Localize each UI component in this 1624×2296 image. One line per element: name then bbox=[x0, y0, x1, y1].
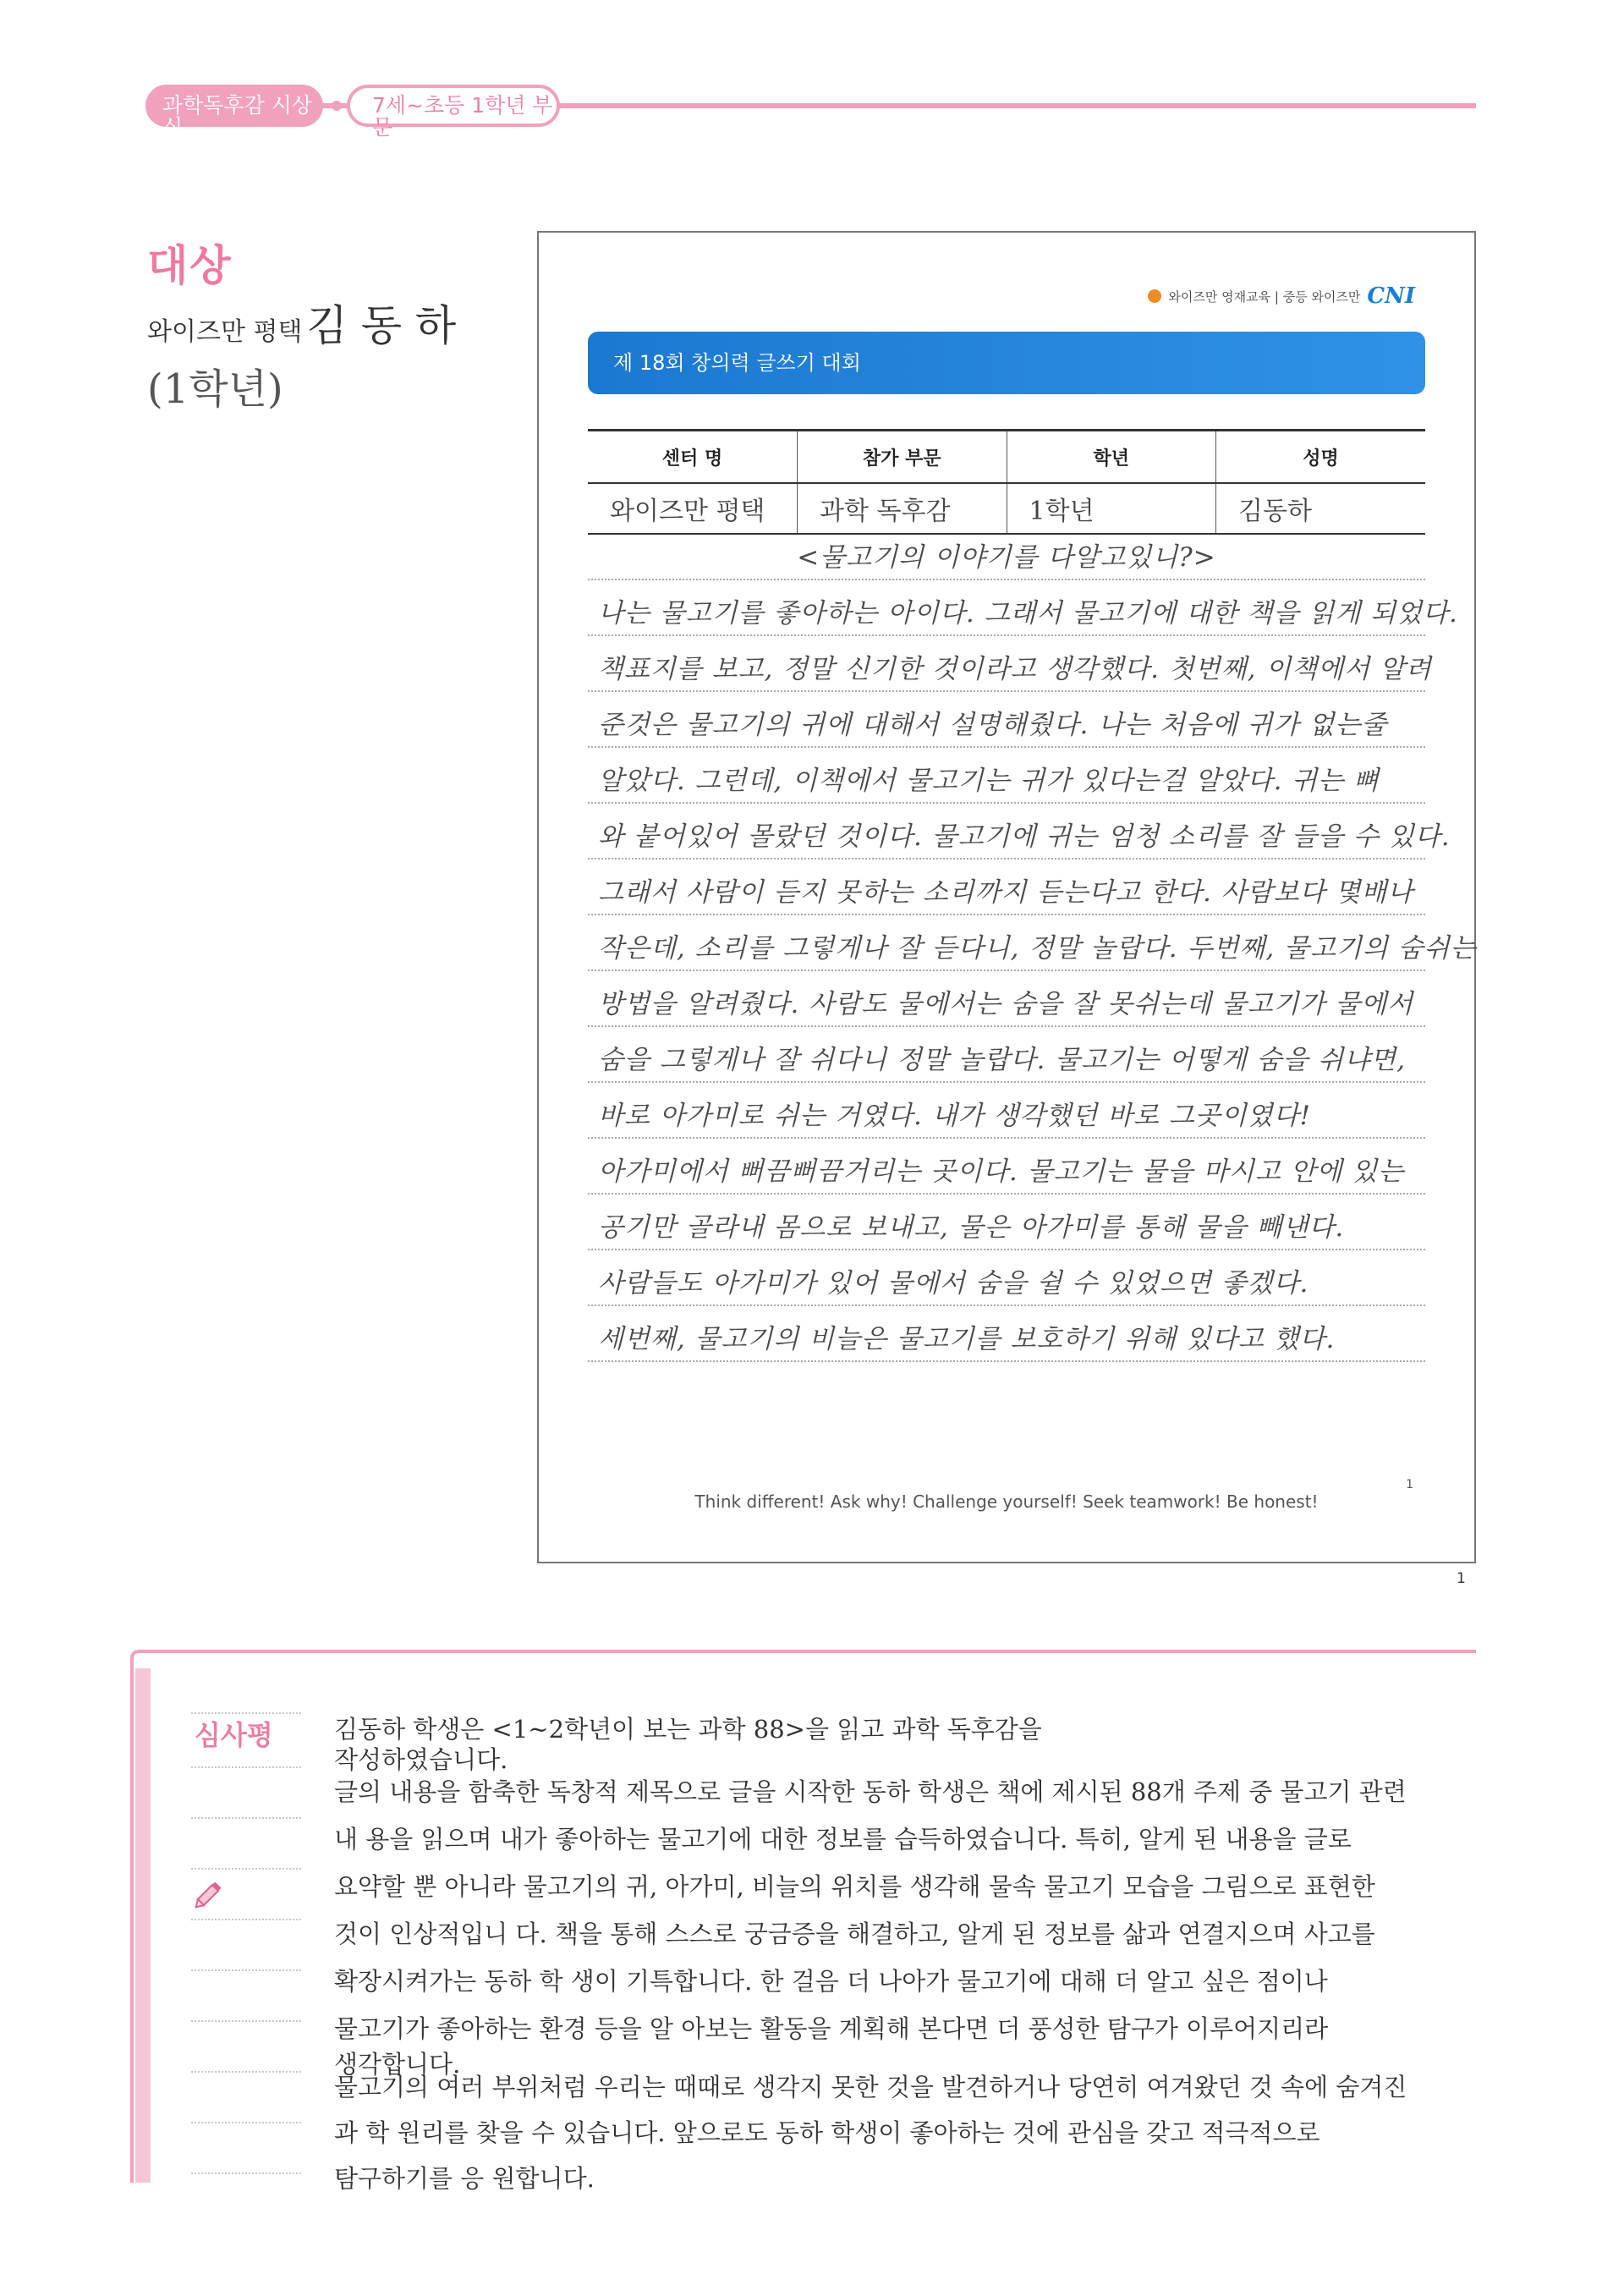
review-rule bbox=[191, 2172, 301, 2174]
review-body bbox=[334, 1768, 1476, 2052]
winner-center: 와이즈만 평택 bbox=[147, 317, 303, 347]
sheet-page-number: 1 bbox=[1406, 1478, 1413, 1491]
essay-line: 준것은 물고기의 귀에 대해서 설명해줬다. 나는 처음에 귀가 없는줄 bbox=[588, 692, 1425, 748]
division-tag: 7세~초등 1학년 부문 bbox=[347, 85, 560, 127]
review-rule bbox=[191, 1919, 301, 1920]
header-name: 성명 bbox=[1216, 431, 1426, 484]
essay-line: 방법을 알려줬다. 사람도 물에서는 숨을 잘 못쉬는데 물고기가 물에서 bbox=[588, 971, 1425, 1027]
review-rule bbox=[191, 2122, 301, 2123]
review-rule bbox=[191, 2071, 301, 2073]
category-tag: 과학독후감 시상식 bbox=[145, 85, 323, 127]
essay-line: 책표지를 보고, 정말 신기한 것이라고 생각했다. 첫번째, 이책에서 알려 bbox=[588, 636, 1425, 692]
review-side-strip bbox=[135, 1668, 151, 2183]
entry-table-header bbox=[588, 431, 1425, 484]
review-line: 확장시켜가는 동하 학 생이 기특합니다. 한 걸음 더 나아가 물고기에 대해 더 알고 싶은 점이나 bbox=[334, 1967, 1328, 1996]
header-grade: 학년 bbox=[1007, 431, 1216, 484]
cell-center: 와이즈만 평택 bbox=[588, 483, 798, 534]
review-closing bbox=[334, 2064, 1476, 2201]
entry-table bbox=[588, 429, 1425, 535]
cell-division: 과학 독후감 bbox=[798, 483, 1007, 534]
page-number: 1 bbox=[1457, 1570, 1466, 1587]
wiseman-logo-icon bbox=[1148, 289, 1161, 303]
review-rule bbox=[191, 1868, 301, 1870]
header-center: 센터 명 bbox=[588, 431, 798, 484]
review-line: 내 용을 읽으며 내가 좋아하는 물고기에 대한 정보를 습득하였습니다. 특히, 알게 된 내용을 글로 bbox=[334, 1825, 1352, 1854]
essay-line: 숨을 그렇게나 잘 쉬다니 정말 놀랍다. 물고기는 어떻게 숨을 쉬냐면, bbox=[588, 1027, 1425, 1083]
award-title: 대상 bbox=[147, 241, 233, 290]
review-line: 것이 인상적입니 다. 책을 통해 스스로 궁금증을 해결하고, 알게 된 정보를 삶과 연결지으며 사고를 bbox=[334, 1920, 1375, 1948]
essay-line: 그래서 사람이 듣지 못하는 소리까지 듣는다고 한다. 사람보다 몇배나 bbox=[588, 860, 1425, 915]
essay-line: 와 붙어있어 몰랐던 것이다. 물고기에 귀는 엄청 소리를 잘 들을 수 있다. bbox=[588, 804, 1425, 860]
winner-grade: (1학년) bbox=[147, 365, 283, 413]
review-line: 작성하였습니다. bbox=[334, 1745, 508, 1774]
contest-banner: 제 18회 창의력 글쓰기 대회 bbox=[588, 332, 1425, 394]
review-rule bbox=[191, 1712, 301, 1714]
essay-title: <물고기의 이야기를 다알고있니?> bbox=[588, 533, 1425, 580]
essay-line: 세번째, 물고기의 비늘은 물고기를 보호하기 위해 있다고 했다. bbox=[588, 1306, 1425, 1362]
winner-name: 김 동 하 bbox=[306, 301, 457, 350]
essay-line: 아가미에서 뻐끔뻐끔거리는 곳이다. 물고기는 물을 마시고 안에 있는 bbox=[588, 1139, 1425, 1195]
essay-line: 공기만 골라내 몸으로 보내고, 물은 아가미를 통해 물을 빼낸다. bbox=[588, 1195, 1425, 1250]
review-line: 김동하 학생은 <1~2학년이 보는 과학 88>을 읽고 과학 독후감을 bbox=[334, 1715, 1042, 1744]
handwritten-essay bbox=[588, 533, 1477, 1362]
review-line: 글의 내용을 함축한 독창적 제목으로 글을 시작한 동하 학생은 책에 제시된 88개 주제 중 물고기 관련 bbox=[334, 1777, 1407, 1806]
review-line: 생각합니다. bbox=[334, 2050, 461, 2079]
review-label: 심사평 bbox=[195, 1719, 273, 1751]
review-line: 물고기의 여러 부위처럼 우리는 때때로 생각지 못한 것을 발견하거나 당연히 여겨왔던 것 속에 숨겨진 bbox=[334, 2073, 1407, 2101]
essay-line: 사람들도 아가미가 있어 물에서 숨을 쉴 수 있었으면 좋겠다. bbox=[588, 1250, 1425, 1306]
cell-grade: 1학년 bbox=[1007, 483, 1216, 534]
header-division: 참가 부문 bbox=[798, 431, 1007, 484]
winner-info bbox=[147, 292, 456, 415]
review-line: 요약할 뿐 아니라 물고기의 귀, 아가미, 비늘의 위치를 생각해 물속 물고기 모습을 그림으로 표현한 bbox=[334, 1872, 1375, 1901]
review-rule bbox=[191, 1969, 301, 1971]
essay-line: 알았다. 그런데, 이책에서 물고기는 귀가 있다는걸 알았다. 귀는 뼈 bbox=[588, 748, 1425, 804]
cni-logo: CNI bbox=[1367, 283, 1415, 309]
sheet-logo bbox=[1148, 283, 1415, 309]
sheet-motto: Think different! Ask why! Challenge yourself! Seek teamwork! Be honest! bbox=[694, 1491, 1319, 1512]
pencil-icon bbox=[193, 1876, 227, 1910]
review-line: 물고기가 좋아하는 환경 등을 알 아보는 활동을 계획해 본다면 더 풍성한 탐구가 이루어지리라 bbox=[334, 2014, 1329, 2043]
logo-text: 와이즈만 영재교육 | 중등 와이즈만 bbox=[1168, 288, 1361, 305]
essay-sheet bbox=[537, 231, 1476, 1563]
cell-name: 김동하 bbox=[1216, 483, 1426, 534]
review-rule bbox=[191, 2020, 301, 2022]
essay-line: 작은데, 소리를 그렇게나 잘 듣다니, 정말 놀랍다. 두번째, 물고기의 숨쉬는 bbox=[588, 915, 1425, 971]
header-dot bbox=[332, 101, 342, 111]
entry-table-row bbox=[588, 483, 1425, 534]
essay-line: 바로 아가미로 쉬는 거였다. 내가 생각했던 바로 그곳이였다! bbox=[588, 1083, 1425, 1139]
review-line: 과 학 원리를 찾을 수 있습니다. 앞으로도 동하 학생이 좋아하는 것에 관심을 갖고 적극적으로 bbox=[334, 2118, 1320, 2147]
review-line: 탐구하기를 응 원합니다. bbox=[334, 2164, 595, 2193]
review-rule bbox=[191, 1817, 301, 1819]
review-rule bbox=[191, 1766, 301, 1768]
essay-line: 나는 물고기를 좋아하는 아이다. 그래서 물고기에 대한 책을 읽게 되었다. bbox=[588, 580, 1425, 636]
